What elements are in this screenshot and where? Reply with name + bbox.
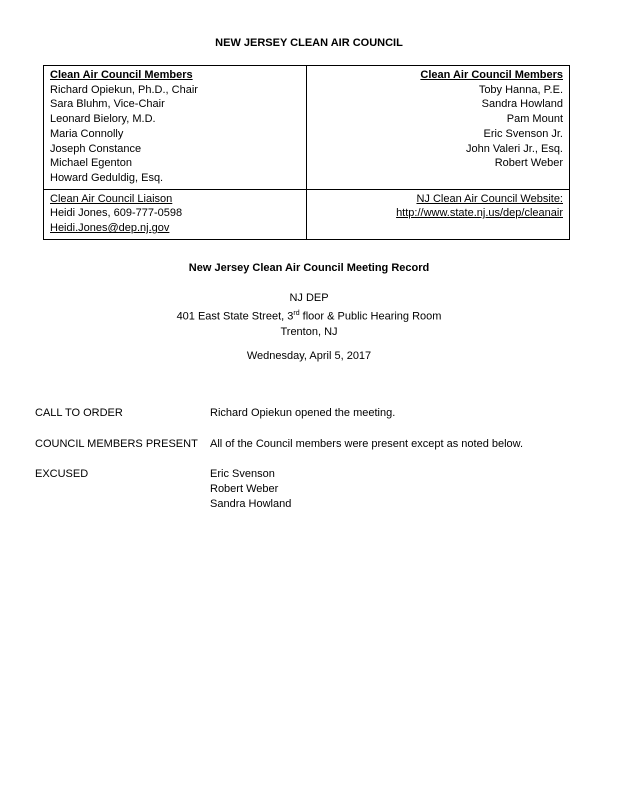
liaison-cell: [44, 189, 307, 239]
council-members-table: [43, 65, 570, 240]
liaison-name-phone: Heidi Jones, 609-777-0598: [50, 207, 183, 220]
contact-row: [44, 189, 570, 239]
excused-member: Robert Weber: [210, 483, 279, 495]
member-name: Toby Hanna, P.E.: [478, 83, 563, 96]
meeting-city: Trenton, NJ: [280, 325, 338, 338]
member-name: Pam Mount: [506, 113, 563, 126]
member-name: Michael Egenton: [50, 157, 132, 170]
right-members-header: Clean Air Council Members: [420, 69, 563, 81]
agenda-value: Richard Opiekun opened the meeting.: [210, 407, 396, 419]
excused-member: Eric Svenson: [210, 468, 275, 480]
agenda-label: CALL TO ORDER: [35, 407, 123, 419]
document-title: NEW JERSEY CLEAN AIR COUNCIL: [215, 37, 403, 49]
member-name: Eric Svenson Jr.: [483, 127, 563, 140]
meeting-record-title: New Jersey Clean Air Council Meeting Record: [188, 262, 430, 274]
member-name: Robert Weber: [494, 157, 563, 170]
address-superscript: rd: [293, 310, 300, 317]
member-name: Richard Opiekun, Ph.D., Chair: [50, 83, 198, 96]
website-header: NJ Clean Air Council Website:: [416, 192, 563, 205]
liaison-header: Clean Air Council Liaison: [50, 192, 173, 205]
website-cell: [307, 189, 570, 239]
excused-member: Sandra Howland: [210, 498, 292, 510]
agenda-label: EXCUSED: [35, 468, 89, 480]
meeting-location: [0, 291, 618, 340]
member-name: Leonard Bielory, M.D.: [50, 113, 156, 126]
member-name: Sara Bluhm, Vice-Chair: [50, 98, 165, 111]
meeting-date: Wednesday, April 5, 2017: [246, 350, 372, 362]
members-row: [44, 66, 570, 190]
member-name: Sandra Howland: [481, 98, 563, 111]
meeting-org: NJ DEP: [289, 292, 329, 304]
agenda-value: All of the Council members were present except as noted below.: [210, 438, 524, 450]
website-url-link[interactable]: http://www.state.nj.us/dep/cleanair: [396, 207, 563, 220]
agenda-label: COUNCIL MEMBERS PRESENT: [35, 438, 198, 450]
liaison-email-link[interactable]: Heidi.Jones@dep.nj.gov: [50, 222, 170, 235]
left-members-header: Clean Air Council Members: [50, 69, 193, 81]
right-members-cell: [307, 66, 570, 190]
member-name: Maria Connolly: [50, 127, 124, 140]
left-members-cell: [44, 66, 307, 190]
address-part: 401 East State Street, 3: [176, 310, 294, 323]
member-name: Joseph Constance: [50, 142, 142, 155]
member-name: John Valeri Jr., Esq.: [465, 142, 563, 155]
member-name: Howard Geduldig, Esq.: [50, 171, 164, 184]
address-part: floor & Public Hearing Room: [299, 310, 442, 323]
meeting-address: [0, 306, 618, 325]
